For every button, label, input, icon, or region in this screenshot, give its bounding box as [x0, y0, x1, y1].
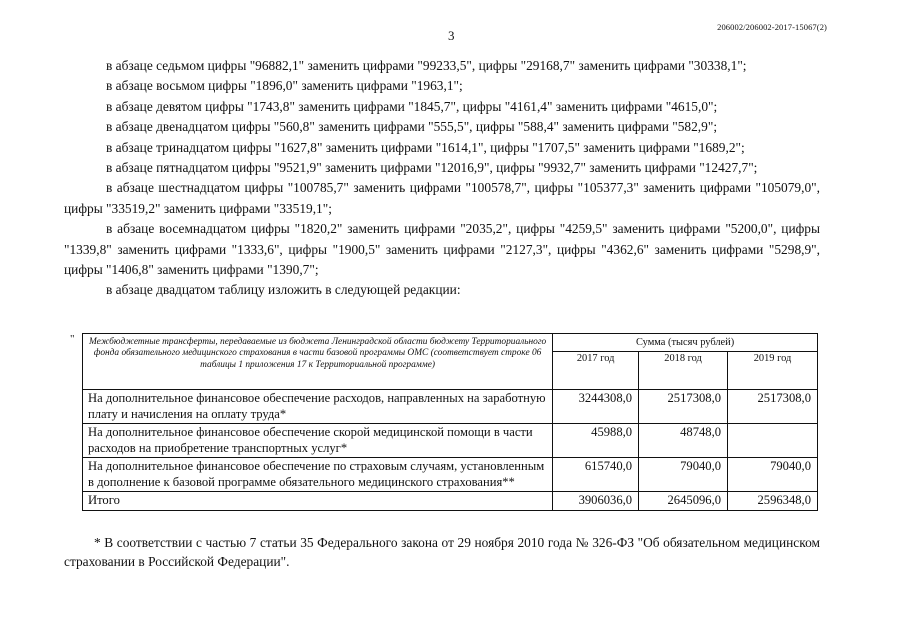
paragraph-13: в абзаце тринадцатом цифры "1627,8" заменить цифрами "1614,1", цифры "1707,5" заменить цифрами "1689,2"; [106, 139, 745, 155]
row-description: На дополнительное финансовое обеспечение по страховым случаям, установленным в дополнение к базовой программе обязательного медицинского страхования** [83, 458, 553, 492]
paragraph-12: в абзаце двенадцатом цифры "560,8" заменить цифрами "555,5", цифры "588,4" заменить цифрами "582,9"; [106, 119, 718, 135]
row-value-2018: 2517308,0 [639, 390, 728, 424]
paragraph-9: в абзаце девятом цифры "1743,8" заменить цифрами "1845,7", цифры "4161,4" заменить цифрами "4615,0"; [106, 98, 718, 114]
row-value-2018: 48748,0 [639, 424, 728, 458]
paragraph-18: в абзаце восемнадцатом цифры "1820,2" заменить цифрами "2035,2", цифры "4259,5" заменить цифрами "5200,0", цифры "1339,8" заменить цифрами "1333,6", цифры "1900,5" заменить цифрами "2127,3", цифры "4362,6" заменить цифрами "5298,9", цифры "1406,8" заменить цифрами "1390,7"; [64, 221, 820, 278]
header-description: Межбюджетные трансферты, передаваемые из бюджета Ленинградской области бюджету Территориального фонда обязательного медицинского страхования в части базовой программы ОМС (соответствует строке 06 таблицы 1 приложения 17 к Территориальной программе) [83, 334, 553, 390]
paragraph-20: в абзаце двадцатом таблицу изложить в следующей редакции: [106, 282, 461, 298]
document-reference: 206002/206002-2017-15067(2) [717, 22, 827, 32]
open-quote: " [70, 333, 75, 345]
paragraph-7: в абзаце седьмом цифры "96882,1" заменить цифрами "99233,5", цифры "29168,7" заменить цифрами "30338,1"; [106, 58, 747, 73]
row-value-2017: 615740,0 [553, 458, 639, 492]
table-total-row [83, 492, 818, 511]
row-value-2019: 2517308,0 [728, 390, 818, 424]
header-year-2017: 2017 год [553, 352, 639, 390]
header-year-2018: 2018 год [639, 352, 728, 390]
paragraph-15: в абзаце пятнадцатом цифры "9521,9" заменить цифрами "12016,9", цифры "9932,7" заменить цифрами "12427,7"; [106, 160, 758, 176]
paragraph-16: в абзаце шестнадцатом цифры "100785,7" заменить цифрами "100578,7", цифры "105377,3" заменить цифрами "105079,0", цифры "33519,2" заменить цифрами "33519,1"; [64, 180, 820, 216]
row-value-2019: 79040,0 [728, 458, 818, 492]
total-label: Итого [83, 492, 553, 511]
header-sum: Сумма (тысяч рублей) [553, 334, 818, 352]
row-value-2019 [728, 424, 818, 458]
amendment-text [64, 56, 820, 301]
table-row [83, 424, 818, 458]
transfers-table [82, 333, 818, 511]
footnote: * В соответствии с частью 7 статьи 35 Федерального закона от 29 ноября 2010 года № 326-ФЗ "Об обязательном медицинском страховании в Российской Федерации". [64, 535, 820, 569]
total-value-2018: 2645096,0 [639, 492, 728, 511]
row-description: На дополнительное финансовое обеспечение скорой медицинской помощи в части расходов на приобретение транспортных услуг* [83, 424, 553, 458]
header-year-2019: 2019 год [728, 352, 818, 390]
total-value-2019: 2596348,0 [728, 492, 818, 511]
table-row [83, 390, 818, 424]
table-row [83, 458, 818, 492]
row-value-2017: 45988,0 [553, 424, 639, 458]
row-description: На дополнительное финансовое обеспечение расходов, направленных на заработную плату и начисления на оплату труда* [83, 390, 553, 424]
row-value-2018: 79040,0 [639, 458, 728, 492]
total-value-2017: 3906036,0 [553, 492, 639, 511]
table-header-row [83, 334, 818, 352]
row-value-2017: 3244308,0 [553, 390, 639, 424]
paragraph-8: в абзаце восьмом цифры "1896,0" заменить цифрами "1963,1"; [106, 78, 463, 94]
page-number: 3 [448, 28, 455, 43]
